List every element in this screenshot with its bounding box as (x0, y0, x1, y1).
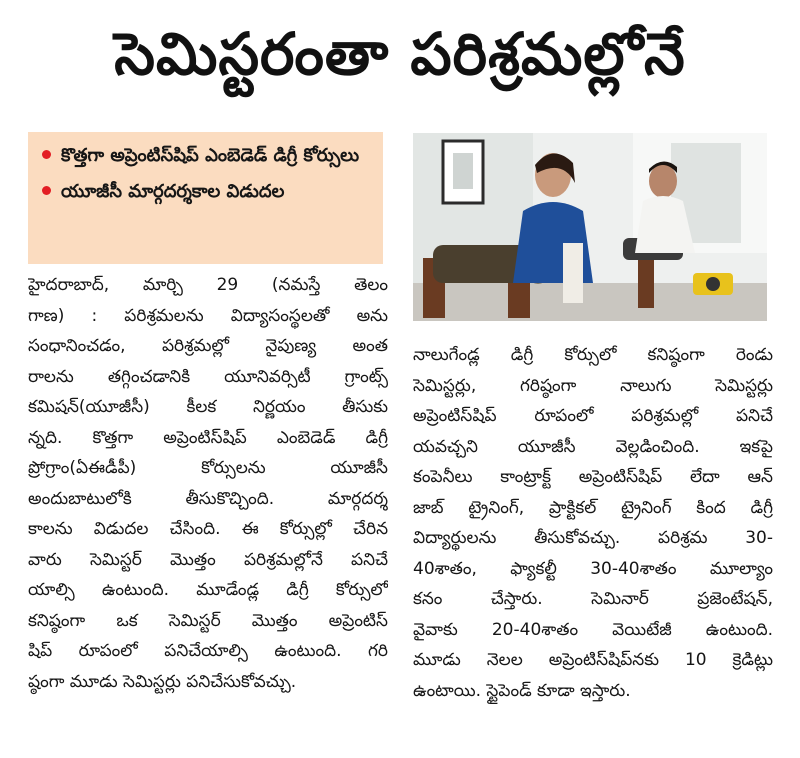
highlight-text: యూజీసీ మార్గదర్శకాల విడుదల (61, 181, 285, 202)
text-line: విద్యార్థులను తీసుకోవచ్చు. పరిశ్రమ 30- (413, 528, 773, 548)
text-line: రాలను తగ్గించడానికి యూనివర్సిటీ గ్రాంట్స్ (28, 366, 388, 387)
text-line: అందుబాటులోకి తీసుకొచ్చింది. మార్గదర్శ (28, 488, 388, 509)
highlights-box (28, 132, 383, 264)
text-line: యాల్సి ఉంటుంది. మూడేండ్ల డిగ్రీ కోర్సులో (28, 580, 388, 600)
text-line: కాలను విడుదల చేసింది. ఈ కోర్సుల్లో చేరిన (28, 519, 388, 539)
text-line: కనం చేస్తారు. సెమినార్ ప్రజెంటేషన్, (413, 589, 773, 609)
text-line: గాణ) : పరిశ్రమలను విద్యాసంస్థలతో అను (28, 305, 388, 326)
text-line: హైదరాబాద్, మార్చి 29 (నమస్తే తెలం (28, 275, 388, 295)
text-line: నాలుగేండ్ల డిగ్రీ కోర్సులో కనిష్ఠంగా రెండు (413, 345, 773, 365)
headline: సెమిస్టరంతా పరిశ్రమల్లోనే (114, 20, 686, 88)
text-line: షిప్ రూపంలో పనిచేయాల్సి ఉంటుంది. గరి (28, 641, 388, 661)
bullet-icon (42, 186, 51, 195)
text-line: సెమిస్టర్లు, గరిష్ఠంగా నాలుగు సెమిస్టర్లు (413, 375, 773, 396)
text-line: కనిష్ఠంగా ఒక సెమిస్టర్ మొత్తం అప్రెంటిస్ (28, 610, 388, 631)
text-line: యవచ్చని యూజీసీ వెల్లడించింది. ఇకపై (413, 436, 773, 457)
text-line: అప్రెంటిస్‌షిప్ రూపంలో పరిశ్రమల్లో పనిచే (413, 406, 773, 426)
highlight-item (42, 178, 373, 206)
text-line: సంధానించడం, పరిశ్రమల్లో నైపుణ్య అంత (28, 336, 388, 356)
text-line: వైవాకు 20-40శాతం వెయిటేజీ ఉంటుంది. (413, 619, 773, 640)
highlight-item (42, 142, 373, 170)
article-photo (413, 133, 767, 321)
text-line: ప్రోగ్రాం(ఏఈడీపీ) కోర్సులను యూజీసీ (28, 458, 388, 478)
text-line: మూడు నెలల అప్రెంటిస్‌షిప్‌నకు 10 క్రెడిట్లు (413, 650, 773, 670)
text-line: 40శాతం, ఫ్యాకల్టీ 30-40శాతం మూల్యాం (413, 558, 773, 579)
article-column-right (413, 340, 773, 706)
text-line: ఉంటాయి. స్టైపెండ్ కూడా ఇస్తారు. (413, 680, 631, 701)
text-line: కమిషన్(యూజీసీ) కీలక నిర్ణయం తీసుకు (28, 397, 388, 417)
text-line: ష్ఠంగా మూడు సెమిస్టర్లు పనిచేసుకోవచ్చు. (28, 671, 297, 692)
text-line: న్నది. కొత్తగా అప్రెంటిస్‌షిప్ ఎంబెడెడ్ డిగ్రీ (28, 427, 388, 448)
article-column-left (28, 270, 388, 697)
highlight-text: కొత్తగా అప్రెంటిస్‌షిప్ ఎంబెడెడ్ డిగ్రీ కోర్సులు (61, 145, 360, 166)
bullet-icon (42, 150, 51, 159)
text-line: కంపెనీలు కాంట్రాక్ట్ అప్రెంటిస్‌షిప్ లేదా ఆన్ (413, 467, 773, 487)
text-line: జాబ్ ట్రైనింగ్, ప్రాక్టికల్ ట్రైనింగ్ కింద డిగ్రీ (413, 497, 773, 518)
text-line: వారు సెమిస్టర్ మొత్తం పరిశ్రమల్లోనే పనిచే (28, 549, 388, 570)
